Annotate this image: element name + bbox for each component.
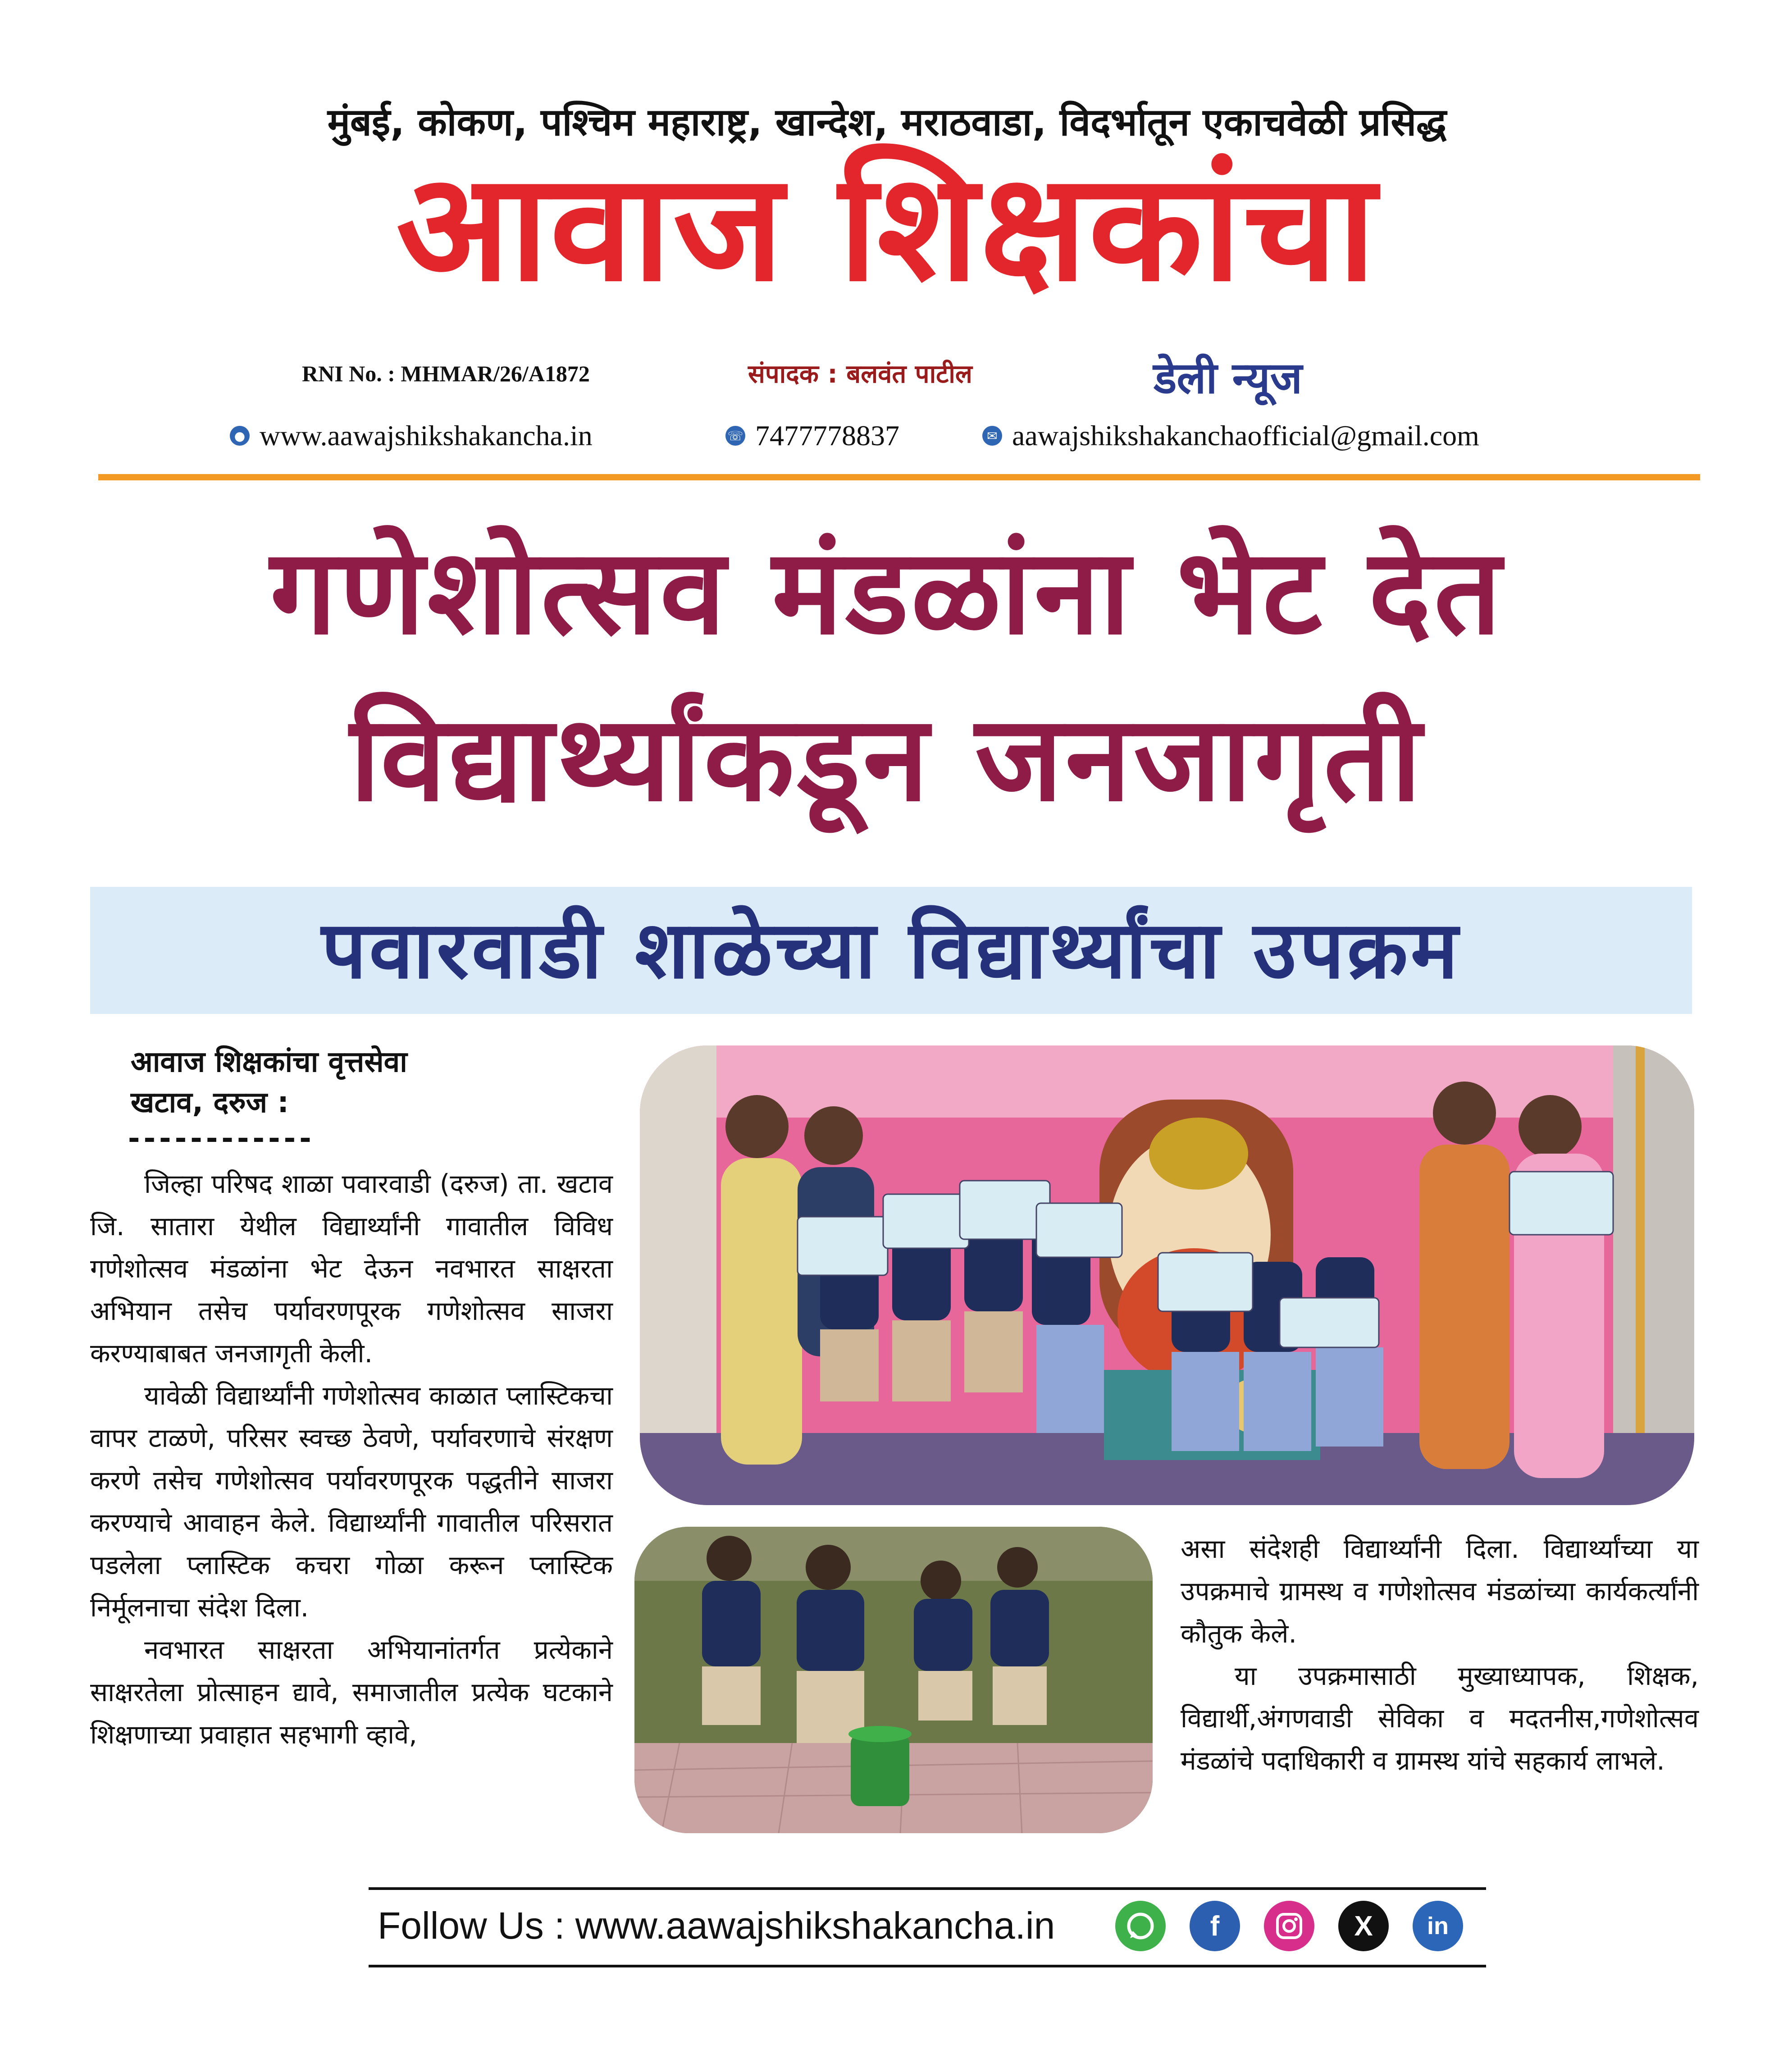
website-contact[interactable] <box>230 419 593 452</box>
editor-name: संपादक : बलवंत पाटील <box>748 360 972 389</box>
article-right-column <box>1181 1528 1699 1782</box>
linkedin-icon[interactable]: in <box>1413 1901 1463 1951</box>
article-paragraph-4: असा संदेशही विद्यार्थ्यांनी दिला. विद्यार्थ्यांच्या या उपक्रमाचे ग्रामस्थ व गणेशोत्सव मंडळांच्या कार्यकर्त्यांनी कौतुक केले. <box>1181 1533 1699 1649</box>
photo-plastic-collection <box>634 1527 1153 1833</box>
footer-bottom-rule <box>369 1965 1486 1967</box>
facebook-icon[interactable]: f <box>1190 1901 1240 1951</box>
footer-top-rule <box>369 1887 1486 1890</box>
instagram-icon[interactable] <box>1264 1901 1314 1951</box>
article-paragraph-5: या उपक्रमासाठी मुख्याध्यापक, शिक्षक, विद्यार्थी,अंगणवाडी सेविका व मदतनीस,गणेशोत्सव मंडळांचे पदाधिकारी व ग्रामस्थ यांचे सहकार्य लाभले. <box>1181 1661 1699 1776</box>
phone-text[interactable]: 7477778837 <box>755 420 899 452</box>
subtitle: पवारवाडी शाळेच्या विद्यार्थ्यांचा उपक्रम <box>321 904 1461 996</box>
email-contact[interactable] <box>982 419 1479 452</box>
rni-number: RNI No. : MHMAR/26/A1872 <box>302 361 590 386</box>
article-paragraph-1: जिल्हा परिषद शाळा पवारवाडी (दरुज) ता. खटाव जि. सातारा येथील विद्यार्थ्यांनी गावातील विविध गणेशोत्सव मंडळांना भेट देऊन नवभारत साक्षरता अभियान तसेच पर्यावरणपूरक गणेशोत्सव साजरा करण्याबाबत जनजागृती केली. <box>90 1168 613 1369</box>
tagline: मुंबई, कोकण, पश्चिम महाराष्ट्र, खान्देश, मराठवाडा, विदर्भातून एकाचवेळी प्रसिद्ध <box>327 100 1447 144</box>
article-paragraph-2: यावेळी विद्यार्थ्यांनी गणेशोत्सव काळात प्लास्टिकचा वापर टाळणे, परिसर स्वच्छ ठेवणे, पर्यावरणाचे संरक्षण करणे तसेच गणेशोत्सव पर्यावरणपूरक पद्धतीने साजरा करण्याचे आवाहन केले. विद्यार्थ्यांनी गावातील परिसरात पडलेला प्लास्टिक कचरा गोळा करून प्लास्टिक निर्मूलनाचा संदेश दिला. <box>90 1380 613 1623</box>
article-paragraph-3: नवभारत साक्षरता अभियानांतर्गत प्रत्येकाने साक्षरतेला प्रोत्साहन द्यावे, समाजातील प्रत्येक घटकाने शिक्षणाच्या प्रवाहात सहभागी व्हावे, <box>90 1634 613 1750</box>
website-text[interactable]: www.aawajshikshakancha.in <box>260 420 593 452</box>
header-divider <box>98 474 1700 480</box>
byline-location: खटाव, दरुज : <box>131 1086 289 1119</box>
photo-ganesh-mandal-visit <box>640 1045 1694 1505</box>
daily-news-label: डेली न्यूज <box>1154 353 1302 403</box>
follow-us-text[interactable]: Follow Us : www.aawajshikshakancha.in <box>378 1904 1055 1947</box>
email-text[interactable]: aawajshikshakanchaofficial@gmail.com <box>1012 420 1479 452</box>
headline-line-1: गणेशोत्सव मंडळांना भेट देत <box>270 523 1504 661</box>
headline-line-2: विद्यार्थ्यांकडून जनजागृती <box>350 690 1424 827</box>
byline-agency: आवाज शिक्षकांचा वृत्तसेवा <box>131 1045 407 1079</box>
mail-icon: ✉ <box>982 426 1002 446</box>
globe-icon: ● <box>230 426 250 446</box>
phone-contact[interactable] <box>725 419 899 452</box>
x-icon[interactable]: X <box>1338 1901 1389 1951</box>
whatsapp-icon[interactable] <box>1115 1901 1166 1951</box>
phone-icon: ☏ <box>725 426 745 446</box>
article-left-column <box>90 1163 613 1756</box>
byline-separator: ------------ <box>128 1122 315 1155</box>
masthead-title: आवाज शिक्षकांचा <box>396 141 1378 314</box>
